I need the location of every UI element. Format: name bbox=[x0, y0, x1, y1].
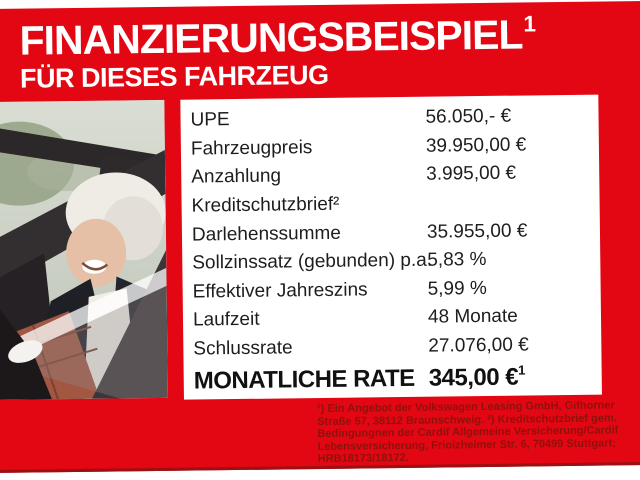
legal-footnote-line: ¹) Ein Angebot der Volkswagen Leasing GmbH, Gifhorner bbox=[317, 399, 615, 416]
row-label: Fahrzeugpreis bbox=[190, 136, 313, 160]
row-label: Sollzinssatz (gebunden) p.a. bbox=[192, 249, 433, 274]
row-label: Laufzeit bbox=[192, 309, 260, 332]
row-label: Darlehenssumme bbox=[191, 222, 341, 246]
legal-footnote-line: HRB18173/18172. bbox=[317, 452, 409, 466]
monthly-rate-value bbox=[429, 363, 526, 392]
page-title bbox=[19, 11, 536, 64]
woman-in-car-photo bbox=[0, 100, 168, 400]
row-value: 5,99 % bbox=[427, 277, 487, 300]
row-value: 27.076,00 € bbox=[428, 334, 529, 357]
page-title-text: FINANZIERUNGSBEISPIEL bbox=[19, 11, 523, 64]
row-value: 5,83 % bbox=[427, 249, 487, 271]
financing-offer-plate bbox=[0, 1, 640, 473]
row-value: 56.050,- € bbox=[425, 105, 512, 128]
legal-footnote-line: Straße 57, 38112 Braunschweig. ²) Kreditschutzbrief gem. bbox=[317, 411, 617, 428]
row-value: 39.950,00 € bbox=[425, 134, 527, 157]
row-label: Anzahlung bbox=[191, 165, 282, 189]
monthly-rate-label: MONATLICHE RATE bbox=[193, 364, 415, 395]
woman-in-car-illustration bbox=[0, 100, 168, 400]
row-label: Schlussrate bbox=[193, 337, 293, 360]
row-label: UPE bbox=[190, 109, 230, 131]
row-value: 48 Monate bbox=[427, 306, 518, 329]
monthly-rate-footnote-marker: 1 bbox=[517, 362, 525, 378]
table-row bbox=[193, 330, 593, 363]
row-label: Effektiver Jahreszins bbox=[192, 279, 368, 303]
page-subtitle: FÜR DIESES FAHRZEUG bbox=[19, 59, 329, 94]
row-value: 35.955,00 € bbox=[426, 220, 528, 243]
monthly-rate-row bbox=[194, 360, 594, 398]
title-footnote-marker: 1 bbox=[523, 11, 536, 37]
financing-details-card bbox=[180, 95, 602, 400]
row-label: Kreditschutzbrief² bbox=[191, 193, 340, 217]
legal-footnote-line: Bedingungnen der Cardif Allgemeine Versicherung/Cardif bbox=[317, 424, 619, 441]
row-value: 3.995,00 € bbox=[426, 163, 517, 186]
financing-table bbox=[190, 102, 593, 364]
legal-footnote-line: Lebensversicherung, Friolzheimer Str. 6, 70499 Stuttgart; bbox=[317, 437, 616, 453]
legal-footnote bbox=[317, 399, 618, 466]
banner-headline bbox=[19, 11, 536, 94]
monthly-rate-amount: 345,00 € bbox=[428, 363, 519, 392]
